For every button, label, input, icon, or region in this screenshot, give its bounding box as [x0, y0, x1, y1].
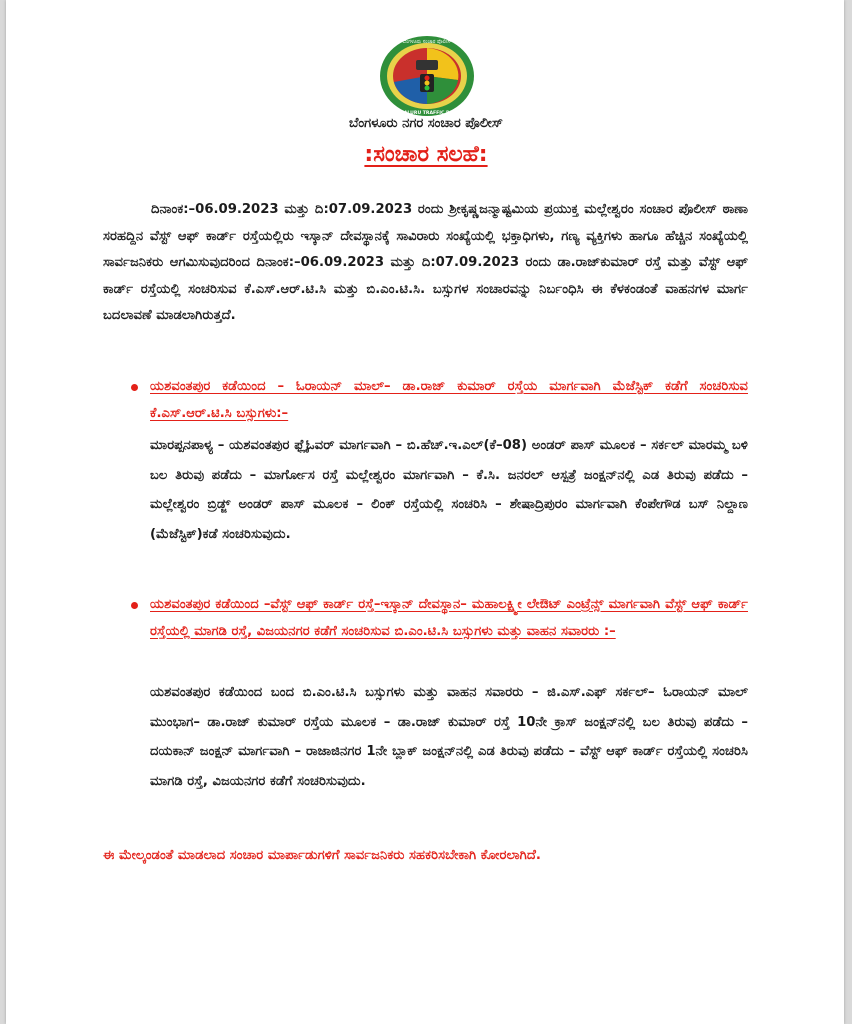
page-title: :ಸಂಚಾರ ಸಲಹೆ: [364, 142, 488, 167]
bullet-dot [131, 602, 138, 609]
closing-note: ಈ ಮೇಲ್ಕಂಡಂತೆ ಮಾಡಲಾದ ಸಂಚಾರ ಮಾರ್ಪಾಡುಗಳಿಗೆ ಸಾರ್ವಜನಿಕರು ಸಹಕರಿಸಬೇಕಾಗಿ ಕೋರಲಾಗಿದೆ. [103, 848, 541, 863]
intro-paragraph: ದಿನಾಂಕ:–06.09.2023 ಮತ್ತು ದಿ:07.09.2023 ರಂದು ಶ್ರೀಕೃಷ್ಣಜನ್ಮಾಷ್ಟಮಿಯ ಪ್ರಯುಕ್ತ ಮಲ್ಲೇಶ್ವರಂ ಸಂಚಾರ ಪೊಲೀಸ್ ಠಾಣಾ ಸರಹದ್ದಿನ ವೆಸ್ಟ್ ಆಫ್ ಕಾರ್ಡ್ ರಸ್ತೆಯಲ್ಲಿರು ಇಸ್ಕಾನ್ ದೇವಸ್ಥಾನಕ್ಕೆ ಸಾವಿರಾರು ಸಂಖ್ಯೆಯಲ್ಲಿ ಭಕ್ತಾಧಿಗಳು, ಗಣ್ಯ ವ್ಯಕ್ತಿಗಳು ಹಾಗೂ ಹೆಚ್ಚಿನ ಸಂಖ್ಯೆಯಲ್ಲಿ ಸಾರ್ವಜನಿಕರು ಆಗಮಿಸುವುದರಿಂದ ದಿನಾಂಕ:–06.09.2023 ಮತ್ತು ದಿ:07.09.2023 ರಂದು ಡಾ.ರಾಜ್‌ಕುಮಾರ್ ರಸ್ತೆ ಮತ್ತು ವೆಸ್ಟ್ ಆಫ್ ಕಾರ್ಡ್ ರಸ್ತೆಯಲ್ಲಿ ಸಂಚರಿಸುವ ಕೆ.ಎಸ್.ಆರ್.ಟಿ.ಸಿ ಮತ್ತು ಬಿ.ಎಂ.ಟಿ.ಸಿ. ಬಸ್ಸುಗಳ ಸಂಚಾರವನ್ನು ನಿರ್ಬಂಧಿಸಿ ಈ ಕೆಳಕಂಡಂತೆ ವಾಹನಗಳ ಮಾರ್ಗ ಬದಲಾವಣೆ ಮಾಡಲಾಗಿರುತ್ತದೆ. [103, 202, 748, 323]
section-heading: ಯಶವಂತಪುರ ಕಡೆಯಿಂದ –ವೆಸ್ಟ್ ಆಫ್ ಕಾರ್ಡ್ ರಸ್ತೆ–ಇಸ್ಕಾನ್ ದೇವಸ್ಥಾನ– ಮಹಾಲಕ್ಷ್ಮೀ ಲೇಔಟ್ ಎಂಟ್ರೆನ್ಸ್ ಮಾರ್ಗವಾಗಿ ವೆಸ್ಟ್ ಆಫ್ ಕಾರ್ಡ್ ರಸ್ತೆಯಲ್ಲಿ ಮಾಗಡಿ ರಸ್ತೆ, ವಿಜಯನಗರ ಕಡೆಗೆ ಸಂಚರಿಸುವ ಬಿ.ಎಂ.ಟಿ.ಸಿ ಬಸ್ಸುಗಳು ಮತ್ತು ವಾಹನ ಸವಾರರು :– [150, 597, 748, 639]
section-route: ಮಾರಪ್ಪನಪಾಳ್ಯ – ಯಶವಂತಪುರ ಫ್ಲೈಓವರ್ ಮಾರ್ಗವಾಗಿ – ಬಿ.ಹೆಚ್.ಇ.ಎಲ್(ಕೆ–08) ಅಂಡರ್ ಪಾಸ್ ಮೂಲಕ – ಸರ್ಕಲ್ ಮಾರಮ್ಮ ಬಳಿ ಬಲ ತಿರುವು ಪಡೆದು – ಮಾರ್ಗೋಸ ರಸ್ತೆ ಮಲ್ಲೇಶ್ವರಂ ಮಾರ್ಗವಾಗಿ – ಕೆ.ಸಿ. ಜನರಲ್ ಆಸ್ಪತ್ರೆ ಜಂಕ್ಷನ್‌ನಲ್ಲಿ ಎಡ ತಿರುವು ಪಡೆದು – ಮಲ್ಲೇಶ್ವರಂ ಬ್ರಿಡ್ಜ್ ಅಂಡರ್ ಪಾಸ್ ಮೂಲಕ – ಲಿಂಕ್ ರಸ್ತೆಯಲ್ಲಿ ಸಂಚರಿಸಿ – ಶೇಷಾದ್ರಿಪುರಂ ಮಾರ್ಗವಾಗಿ ಕೆಂಪೇಗೌಡ ಬಸ್ ನಿಲ್ದಾಣ (ಮೆಜೆಸ್ಟಿಕ್)ಕಡೆ ಸಂಚರಿಸುವುದು. [150, 438, 748, 542]
bullet-dot [131, 384, 138, 391]
logo-bottom-text: BENGALURU TRAFFIC POLICE [389, 111, 465, 116]
department-name: ಬೆಂಗಳೂರು ನಗರ ಸಂಚಾರ ಪೊಲೀಸ್ [349, 116, 503, 131]
logo-top-text: ಬೆಂಗಳೂರು ಸಂಚಾರ ಪೊಲೀಸ್ [402, 39, 452, 45]
section-route: ಯಶವಂತಪುರ ಕಡೆಯಿಂದ ಬಂದ ಬಿ.ಎಂ.ಟಿ.ಸಿ ಬಸ್ಸುಗಳು ಮತ್ತು ವಾಹನ ಸವಾರರು – ಜಿ.ಎಸ್.ಎಫ್ ಸರ್ಕಲ್– ಓರಾಯನ್ ಮಾಲ್ ಮುಂಭಾಗ– ಡಾ.ರಾಜ್ ಕುಮಾರ್ ರಸ್ತೆಯ ಮೂಲಕ – ಡಾ.ರಾಜ್ ಕುಮಾರ್ ರಸ್ತೆ 10ನೇ ಕ್ರಾಸ್ ಜಂಕ್ಷನ್‌ನಲ್ಲಿ ಬಲ ತಿರುವು ಪಡೆದು – ದಯಕಾನ್ ಜಂಕ್ಷನ್ ಮಾರ್ಗವಾಗಿ – ರಾಜಾಜಿನಗರ 1ನೇ ಬ್ಲಾಕ್ ಜಂಕ್ಷನ್‌ನಲ್ಲಿ ಎಡ ತಿರುವು ಪಡೆದು – ವೆಸ್ಟ್ ಆಫ್ ಕಾರ್ಡ್ ರಸ್ತೆಯಲ್ಲಿ ಸಂಚರಿಸಿ ಮಾಗಡಿ ರಸ್ತೆ, ವಿಜಯನಗರ ಕಡೆಗೆ ಸಂಚರಿಸುವುದು. [150, 685, 748, 789]
traffic-police-logo [378, 34, 476, 118]
section-heading: ಯಶವಂತಪುರ ಕಡೆಯಿಂದ – ಓರಾಯನ್ ಮಾಲ್– ಡಾ.ರಾಜ್ ಕುಮಾರ್ ರಸ್ತೆಯ ಮಾರ್ಗವಾಗಿ ಮೆಜೆಸ್ಟಿಕ್ ಕಡೆಗೆ ಸಂಚರಿಸುವ ಕೆ.ಎಸ್.ಆರ್.ಟಿ.ಸಿ ಬಸ್ಸುಗಳು:– [150, 379, 748, 421]
